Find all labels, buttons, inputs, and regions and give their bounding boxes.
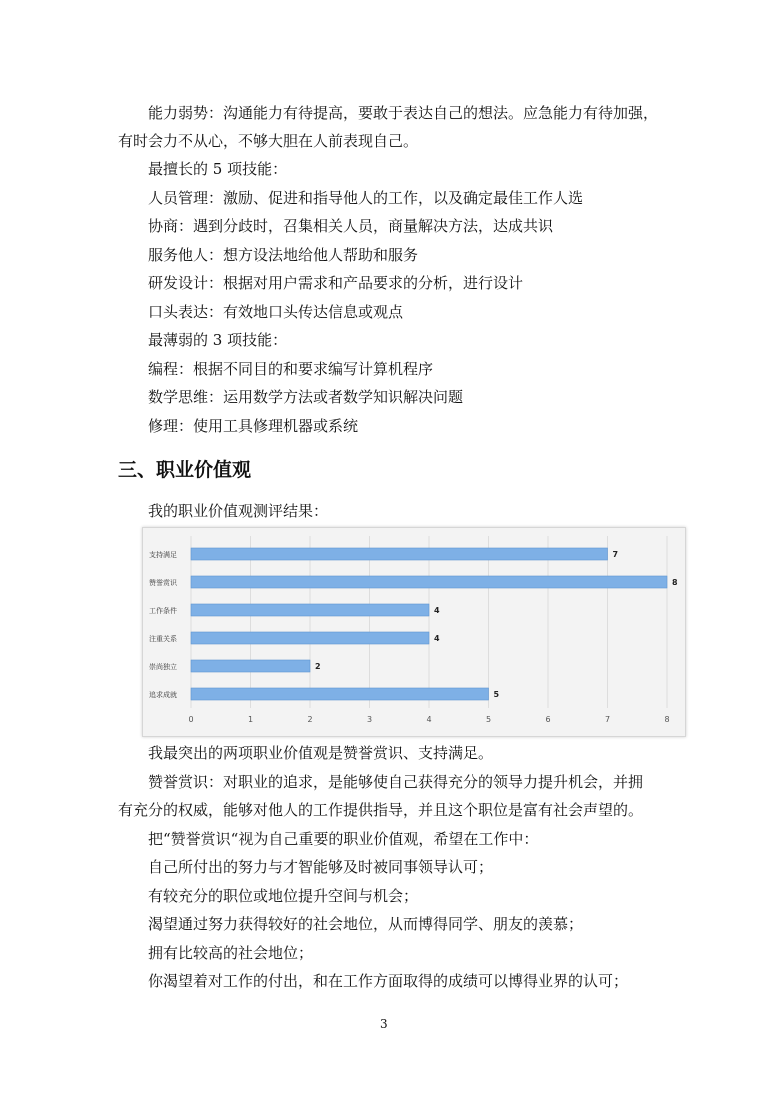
paragraph-line: 最擅长的 5 项技能： — [148, 160, 288, 178]
chart-intro: 我的职业价值观测评结果： — [148, 502, 329, 520]
paragraph-line: 有较充分的职位或地位提升空间与机会； — [148, 887, 419, 905]
category-label: 赞誉赏识 — [149, 579, 177, 587]
category-label: 崇尚独立 — [149, 663, 177, 671]
x-tick-label: 4 — [426, 715, 432, 724]
data-label: 5 — [493, 690, 500, 699]
bar — [191, 632, 429, 644]
paragraph-line: 人员管理：激励、促进和指导他人的工作，以及确定最佳工作人选 — [148, 189, 584, 207]
x-tick-label: 0 — [188, 715, 194, 724]
paragraph-line: 研发设计：根据对用户需求和产品要求的分析，进行设计 — [148, 274, 524, 292]
paragraph-line: 把“赞誉赏识“视为自己重要的职业价值观，希望在工作中： — [148, 830, 539, 848]
paragraph-line: 你渴望着对工作的付出，和在工作方面取得的成绩可以博得业界的认可； — [148, 972, 629, 990]
paragraph-line: 有充分的权威，能够对他人的工作提供指导，并且这个职位是富有社会声望的。 — [118, 801, 644, 819]
paragraph-line: 拥有比较高的社会地位； — [148, 944, 314, 962]
paragraph-line: 能力弱势：沟通能力有待提高，要敢于表达自己的想法。应急能力有待加强， — [148, 104, 659, 122]
data-label: 4 — [434, 634, 440, 643]
bar — [191, 604, 429, 616]
paragraph-line: 渴望通过努力获得较好的社会地位，从而博得同学、朋友的羡慕； — [148, 915, 584, 933]
paragraph-line: 我最突出的两项职业价值观是赞誉赏识、支持满足。 — [148, 744, 494, 762]
bar — [191, 688, 489, 700]
paragraph-line: 口头表达：有效地口头传达信息或观点 — [148, 303, 404, 321]
values-bar-chart — [142, 527, 686, 737]
x-tick-label: 1 — [247, 715, 254, 724]
paragraph-line: 最薄弱的 3 项技能： — [148, 331, 288, 349]
x-tick-label: 7 — [604, 715, 611, 724]
bar-chart-svg — [143, 528, 685, 736]
data-label: 7 — [612, 550, 619, 559]
paragraph-line: 有时会力不从心，不够大胆在人前表现自己。 — [118, 132, 419, 150]
x-tick-label: 2 — [307, 715, 313, 724]
category-label: 追求成就 — [149, 691, 177, 699]
paragraph-line: 协商：遇到分歧时，召集相关人员，商量解决方法，达成共识 — [148, 217, 554, 235]
category-label: 工作条件 — [149, 607, 177, 615]
data-label: 8 — [672, 578, 678, 587]
x-tick-label: 6 — [545, 715, 551, 724]
category-label: 支持满足 — [149, 551, 177, 559]
x-tick-label: 5 — [485, 715, 492, 724]
paragraph-line: 自己所付出的努力与才智能够及时被同事领导认可； — [148, 858, 494, 876]
section-heading: 三、职业价值观 — [118, 459, 252, 481]
paragraph-line: 数学思维：运用数学方法或者数学知识解决问题 — [148, 388, 464, 406]
x-tick-label: 8 — [664, 715, 670, 724]
bar — [191, 576, 667, 588]
x-tick-label: 3 — [366, 715, 373, 724]
bar — [191, 548, 608, 560]
data-label: 4 — [434, 606, 440, 615]
paragraph-line: 赞誉赏识：对职业的追求，是能够使自己获得充分的领导力提升机会，并拥 — [148, 773, 644, 791]
paragraph-line: 服务他人：想方设法地给他人帮助和服务 — [148, 246, 419, 264]
paragraph-line: 编程：根据不同目的和要求编写计算机程序 — [148, 360, 434, 378]
page-number: 3 — [380, 1017, 388, 1031]
data-label: 2 — [315, 662, 321, 671]
paragraph-line: 修理：使用工具修理机器或系统 — [148, 417, 359, 435]
category-label: 注重关系 — [149, 635, 177, 643]
bar — [191, 660, 310, 672]
